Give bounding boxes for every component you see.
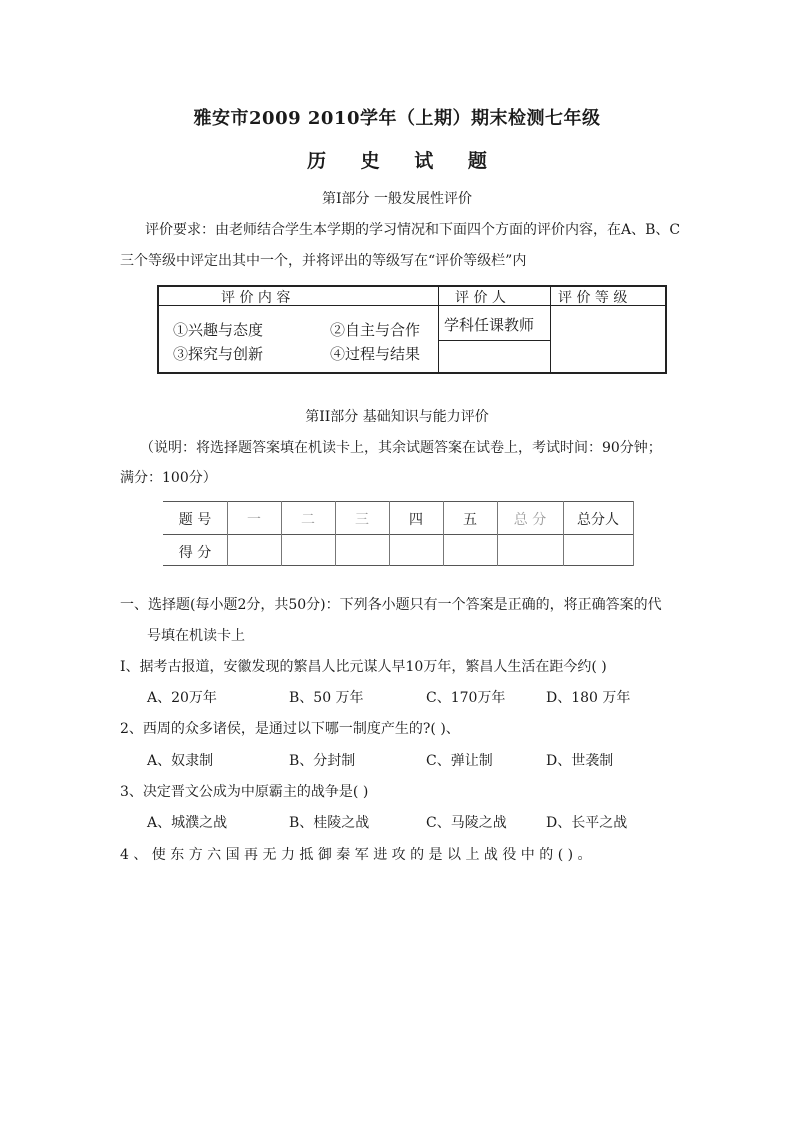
question-2-option-c: C、弹让制 [426,753,493,769]
score-col-header: 总 分 [513,512,547,528]
question-4-stem: 4 、 使 东 方 六 国 再 无 力 抵 御 秦 军 进 攻 的 是 以 上 战 役 中 的 ( ) 。 [120,847,592,863]
question-2-stem: 2、西周的众多诸侯，是通过以下哪一制度产生的?( )、 [120,721,460,737]
question-2-option-b: B、分封制 [289,753,356,769]
score-col-header: 一 [247,512,261,528]
question-3-option-a: A、城濮之战 [147,815,228,831]
question-3-option-b: B、桂陵之战 [289,815,370,831]
score-col-header: 五 [463,512,477,528]
question-3-option-d: D、长平之战 [546,815,628,831]
question-2-option-a: A、奴隶制 [147,753,214,769]
eval-item-2: ②自主与合作 [330,321,421,339]
exam-title: 雅安市2009 2010学年（上期）期末检测七年级 [193,108,601,129]
eval-header-evaluator: 评 价 人 [455,290,506,306]
section1-heading-line2: 号填在机读卡上 [147,628,245,644]
score-col-header: 四 [409,512,423,528]
part1-instruction-line1: 评价要求：由老师结合学生本学期的学习情况和下面四个方面的评价内容，在A、B、C [145,222,681,238]
section1-heading-line1: 一、选择题(每小题2分，共50分)：下列各小题只有一个答案是正确的，将正确答案的代 [120,597,662,613]
evaluation-table [157,285,667,374]
score-table [163,501,633,566]
eval-evaluator-divider [438,340,550,341]
eval-col-divider-1 [438,287,439,372]
part1-heading: 第I部分 一般发展性评价 [322,191,472,207]
question-3-stem: 3、决定晋文公成为中原霸主的战争是( ) [120,784,369,800]
eval-header-content: 评 价 内 容 [221,290,291,306]
eval-item-1: ①兴趣与态度 [173,321,264,339]
question-1-stem: I、据考古报道，安徽发现的繁昌人比元谋人早10万年，繁昌人生活在距今约( ) [120,659,607,675]
part2-heading: 第II部分 基础知识与能力评价 [305,409,489,425]
score-col-header: 总分人 [577,512,619,528]
question-1-option-a: A、20万年 [147,690,217,706]
eval-col-divider-2 [550,287,551,372]
eval-header-grade: 评 价 等 级 [558,290,628,306]
score-col-header: 三 [355,512,369,528]
part2-note-line2: 满分：100分） [120,470,217,486]
score-row-label-score: 得 分 [178,545,212,561]
eval-evaluator: 学科任课教师 [444,316,535,334]
question-1-option-b: B、50 万年 [289,690,364,706]
score-col-header: 二 [301,512,315,528]
question-3-option-c: C、马陵之战 [426,815,507,831]
question-2-option-d: D、世袭制 [546,753,614,769]
question-1-option-c: C、170万年 [426,690,506,706]
score-row-label-number: 题 号 [178,512,212,528]
eval-item-4: ④过程与结果 [330,345,421,363]
eval-item-3: ③探究与创新 [173,345,264,363]
question-1-option-d: D、180 万年 [546,690,631,706]
part2-note-line1: （说明：将选择题答案填在机读卡上，其余试题答案在试卷上，考试时间：90分钟； [140,440,662,456]
exam-subject: 历 史 试 题 [307,150,501,172]
part1-instruction-line2: 三个等级中评定出其中一个，并将评出的等级写在“评价等级栏”内 [120,253,527,269]
score-col-divider [633,501,634,566]
